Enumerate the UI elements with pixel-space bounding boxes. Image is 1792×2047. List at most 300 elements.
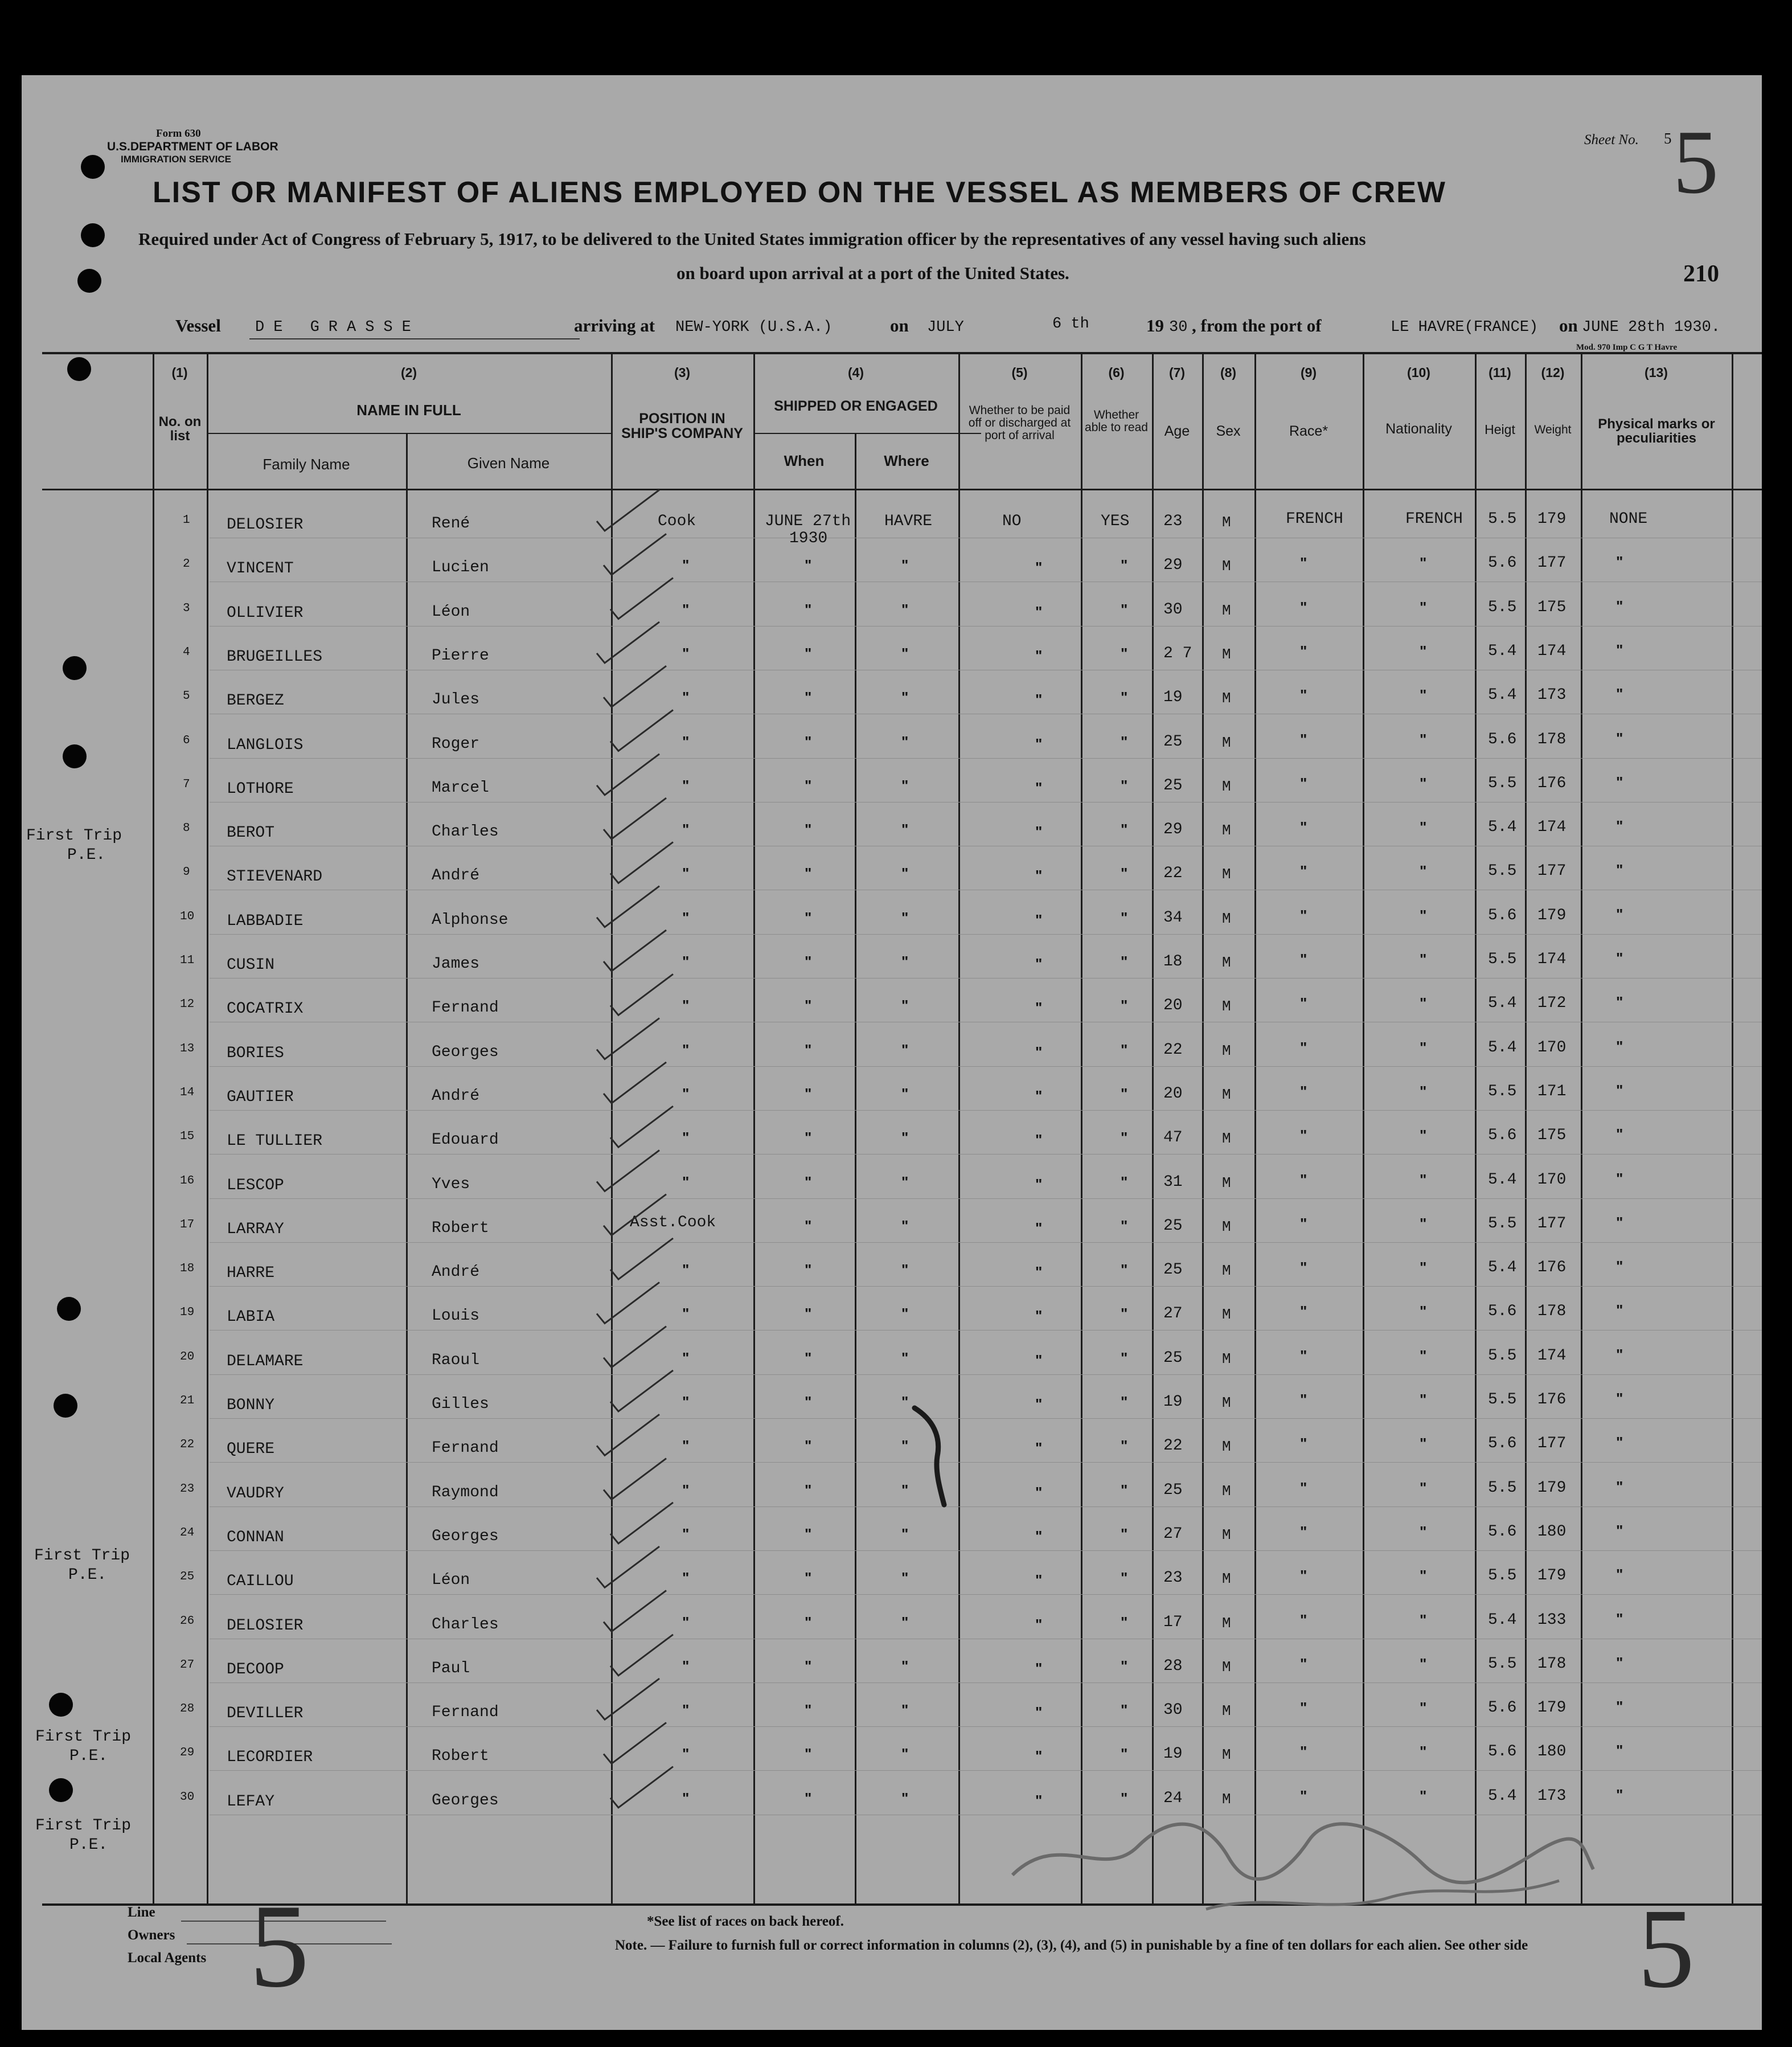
on-label: on (890, 316, 909, 335)
when-ditto: " (805, 821, 812, 838)
able-to-read: YES (1101, 513, 1130, 530)
family-name: LOTHORE (227, 780, 294, 798)
nationality-ditto: " (1420, 1522, 1427, 1540)
given-name: Alphonse (432, 911, 509, 929)
shipped-when: JUNE 27th (765, 513, 851, 530)
checkmark (610, 842, 673, 883)
marks-ditto: " (1616, 861, 1623, 879)
row-number: 23 (180, 1482, 195, 1496)
paid-off-ditto: " (1035, 1087, 1043, 1104)
row-number: 16 (180, 1174, 195, 1188)
height: 5.4 (1488, 1259, 1517, 1277)
height: 5.5 (1488, 774, 1517, 792)
given-name: André (432, 1087, 480, 1105)
shipped-when: 1930 (789, 530, 828, 547)
checkmark (597, 1282, 659, 1323)
read-ditto: " (1121, 1349, 1128, 1366)
position-ditto: " (682, 1701, 690, 1719)
age: 29 (1163, 821, 1183, 839)
weight: 178 (1537, 1303, 1567, 1321)
paid-off-ditto: " (1035, 1395, 1043, 1413)
race-ditto: " (1300, 1435, 1307, 1452)
age-header: Age (1164, 423, 1190, 439)
row-number: 5 (183, 690, 190, 703)
family-name: STIEVENARD (227, 868, 323, 886)
col8-number: (8) (1220, 365, 1237, 380)
sex: M (1222, 1350, 1231, 1368)
family-name: BRUGEILLES (227, 648, 323, 666)
race-ditto: " (1300, 686, 1307, 704)
weight: 179 (1537, 1699, 1567, 1717)
marks-ditto: " (1616, 1566, 1623, 1583)
when-ditto: " (805, 1129, 812, 1147)
sex: M (1222, 1702, 1231, 1720)
race-ditto: " (1300, 1699, 1307, 1717)
nationality-ditto: " (1420, 1038, 1427, 1056)
marks-ditto: " (1616, 1786, 1623, 1803)
sex: M (1222, 1218, 1231, 1235)
nationality-header: Nationality (1385, 421, 1452, 437)
when-ditto: " (805, 1701, 812, 1719)
family-name: LABIA (227, 1308, 275, 1327)
row-number: 10 (180, 910, 195, 923)
family-name: CONNAN (227, 1528, 284, 1546)
when-ditto: " (805, 865, 812, 882)
read-ditto: " (1121, 1305, 1128, 1323)
when-ditto: " (805, 908, 812, 926)
weight: 179 (1537, 1567, 1567, 1585)
marks-ditto: " (1616, 1301, 1623, 1319)
nationality-ditto: " (1420, 1391, 1427, 1408)
position: Cook (658, 513, 696, 530)
where-ditto: " (901, 644, 909, 662)
stamp-number-left: 5 (249, 1880, 309, 2012)
checkmark (604, 798, 666, 839)
when-ditto: " (805, 1437, 812, 1455)
nationality-ditto: " (1420, 1259, 1427, 1276)
marks-ditto: " (1616, 817, 1623, 835)
weight: 170 (1537, 1170, 1567, 1189)
given-name: Fernand (432, 999, 499, 1017)
paid-off-ditto: " (1035, 1747, 1043, 1765)
where-ditto: " (901, 908, 909, 926)
when-ditto: " (805, 953, 812, 970)
position-ditto: " (682, 1437, 690, 1455)
checkmark (597, 490, 659, 531)
height: 5.4 (1488, 1611, 1517, 1629)
sex: M (1222, 1570, 1231, 1588)
family-name: BEROT (227, 824, 275, 842)
given-name-header: Given Name (467, 455, 550, 472)
paid-off-ditto: " (1035, 1131, 1043, 1149)
col7-number: (7) (1168, 365, 1186, 380)
given-name: Georges (432, 1527, 499, 1545)
ink-mark (910, 1402, 967, 1510)
age: 31 (1163, 1173, 1183, 1191)
where-ditto: " (901, 1701, 909, 1719)
read-ditto: " (1121, 689, 1128, 706)
where-ditto: " (901, 776, 909, 794)
checkmark (610, 974, 673, 1015)
height: 5.5 (1488, 1346, 1517, 1365)
subtitle-line-2: on board upon arrival at a port of the United States. (676, 263, 1069, 283)
col4-number: (4) (847, 365, 864, 380)
col12-number: (12) (1541, 365, 1565, 380)
where-ditto: " (901, 1173, 909, 1190)
family-name: COCATRIX (227, 1000, 304, 1018)
height: 5.4 (1488, 686, 1517, 705)
checkmark (597, 754, 659, 795)
inspector-signature (990, 1795, 1616, 1932)
checkmark (604, 1459, 666, 1500)
row-number: 3 (183, 601, 190, 615)
age: 23 (1163, 513, 1183, 530)
position-ditto: " (682, 1613, 690, 1631)
position-ditto: " (682, 997, 690, 1014)
marks-ditto: " (1616, 1258, 1623, 1275)
race-ditto: " (1300, 554, 1307, 572)
nationality-ditto: " (1420, 774, 1427, 792)
checkmark (604, 1327, 666, 1368)
age: 47 (1163, 1129, 1183, 1147)
nationality-ditto: " (1420, 1303, 1427, 1320)
nationality-ditto: " (1420, 906, 1427, 924)
col1-number: (1) (171, 365, 188, 380)
read-ditto: " (1121, 1657, 1128, 1675)
read-ditto: " (1121, 556, 1128, 574)
given-name: Robert (432, 1219, 489, 1237)
where-ditto: " (901, 953, 909, 970)
marks-ditto: " (1616, 1081, 1623, 1099)
weight: 174 (1537, 818, 1567, 837)
marks-ditto: " (1616, 1345, 1623, 1363)
row-number: 6 (183, 734, 190, 747)
paid-off-ditto: " (1035, 1175, 1043, 1193)
weight: 177 (1537, 1214, 1567, 1233)
marks-ditto: " (1616, 1698, 1623, 1716)
col6-number: (6) (1108, 365, 1125, 380)
family-name: LEFAY (227, 1792, 275, 1811)
height: 5.5 (1488, 951, 1517, 968)
read-ditto: " (1121, 1173, 1128, 1190)
position-ditto: " (682, 644, 690, 662)
marks-ditto: " (1616, 729, 1623, 747)
sex: M (1222, 822, 1231, 840)
when-ditto: " (805, 776, 812, 794)
sheet-number-big: 5 (1673, 111, 1719, 212)
row-number: 20 (180, 1350, 195, 1364)
given-name: Louis (432, 1307, 480, 1325)
where-ditto: " (901, 600, 909, 618)
age: 30 (1163, 1701, 1183, 1720)
checkmark (604, 1062, 666, 1103)
age: 27 (1163, 1525, 1183, 1543)
height: 5.6 (1488, 1743, 1517, 1761)
margin-note: P.E. (69, 1836, 108, 1854)
position-ditto: " (682, 776, 690, 794)
sex: M (1222, 1438, 1231, 1456)
age: 2 7 (1163, 644, 1192, 662)
sex: M (1222, 998, 1231, 1016)
row-number: 21 (180, 1394, 195, 1407)
height: 5.4 (1488, 994, 1517, 1013)
checkmark (604, 1722, 666, 1763)
paid-off-ditto: " (1035, 1704, 1043, 1721)
nationality-ditto: " (1420, 1435, 1427, 1452)
age: 25 (1163, 1349, 1183, 1367)
given-name: Raoul (432, 1351, 480, 1369)
race-ditto: " (1300, 1391, 1307, 1408)
family-name: LE TULLIER (227, 1132, 323, 1151)
race-ditto: " (1300, 1346, 1307, 1364)
sex: M (1222, 1526, 1231, 1544)
race-ditto: " (1300, 774, 1307, 792)
age: 17 (1163, 1613, 1183, 1631)
department: U.S.DEPARTMENT OF LABOR (107, 140, 278, 153)
position-ditto: " (682, 689, 690, 706)
given-name: James (432, 955, 480, 973)
row-number: 22 (180, 1438, 195, 1452)
height: 5.6 (1488, 730, 1517, 748)
given-name: Edouard (432, 1131, 499, 1149)
vessel-label: Vessel (175, 316, 221, 335)
when-ditto: " (805, 1084, 812, 1102)
when-ditto: " (805, 644, 812, 662)
row-number: 28 (180, 1702, 195, 1716)
weight: 176 (1537, 1259, 1567, 1277)
when-ditto: " (805, 1173, 812, 1190)
checkmark (597, 1414, 659, 1455)
marks-ditto: " (1616, 773, 1623, 791)
race-ditto: " (1300, 730, 1307, 748)
sex: M (1222, 1306, 1231, 1324)
race-ditto: " (1300, 1743, 1307, 1761)
when-ditto: " (805, 689, 812, 706)
sex: M (1222, 1790, 1231, 1808)
race-header: Race* (1289, 423, 1328, 439)
where-ditto: " (901, 1261, 909, 1279)
when-ditto: " (805, 1657, 812, 1675)
nationality-ditto: " (1420, 862, 1427, 880)
marks-ditto: " (1616, 1610, 1623, 1627)
race-ditto: " (1300, 994, 1307, 1012)
where-ditto: " (901, 1305, 909, 1323)
marks-ditto: " (1616, 1125, 1623, 1143)
marks-ditto: " (1616, 1653, 1623, 1671)
position-ditto: " (682, 1129, 690, 1147)
weight: 174 (1537, 951, 1567, 968)
given-name: Marcel (432, 779, 489, 797)
age: 19 (1163, 689, 1183, 707)
nationality-ditto: " (1420, 1611, 1427, 1628)
race-ditto: " (1300, 1170, 1307, 1188)
given-name: André (432, 867, 480, 885)
checkmark (610, 1767, 673, 1808)
paid-off-ditto: " (1035, 867, 1043, 885)
weight: 177 (1537, 554, 1567, 572)
when-ditto: " (805, 1349, 812, 1366)
paid-off-ditto: " (1035, 1527, 1043, 1545)
paid-off-ditto: " (1035, 1659, 1043, 1677)
paid-off-ditto: " (1035, 646, 1043, 664)
age: 23 (1163, 1569, 1183, 1587)
service: IMMIGRATION SERVICE (121, 154, 231, 165)
race-ditto: " (1300, 1611, 1307, 1628)
when-ditto: " (805, 1305, 812, 1323)
row-number: 26 (180, 1614, 195, 1628)
marks-ditto: " (1616, 1477, 1623, 1495)
sex: M (1222, 1614, 1231, 1632)
row-number: 14 (180, 1086, 195, 1099)
col10-number: (10) (1407, 365, 1430, 380)
when-ditto: " (805, 732, 812, 750)
read-ditto: " (1121, 1437, 1128, 1455)
paid-off-ditto: " (1035, 1615, 1043, 1633)
paid-off-ditto: " (1035, 1219, 1043, 1237)
race-ditto: " (1300, 1259, 1307, 1276)
read-ditto: " (1121, 1569, 1128, 1587)
when-ditto: " (805, 1481, 812, 1499)
weight: 172 (1537, 994, 1567, 1013)
position-ditto: " (682, 1525, 690, 1542)
where-ditto: " (901, 1789, 909, 1807)
read-ditto: " (1121, 1613, 1128, 1631)
height: 5.6 (1488, 906, 1517, 924)
margin-note: First Trip (35, 1728, 132, 1746)
height: 5.5 (1488, 1082, 1517, 1100)
sex: M (1222, 1174, 1231, 1192)
row-number: 9 (183, 866, 190, 879)
col13-header: Physical marks or peculiarities (1598, 416, 1715, 447)
read-ditto: " (1121, 776, 1128, 794)
age: 22 (1163, 865, 1183, 883)
family-name: DELAMARE (227, 1352, 304, 1370)
when-ditto: " (805, 1613, 812, 1631)
read-ditto: " (1121, 1701, 1128, 1719)
footer-line-label: Line (128, 1905, 155, 1920)
paid-off-ditto: " (1035, 603, 1043, 620)
family-name: HARRE (227, 1264, 275, 1283)
col2-number: (2) (400, 365, 417, 380)
row-number: 25 (180, 1570, 195, 1584)
family-name: GAUTIER (227, 1088, 294, 1106)
family-name: LECORDIER (227, 1749, 313, 1767)
where-ditto: " (901, 1745, 909, 1763)
race-ditto: " (1300, 1038, 1307, 1056)
given-name: Fernand (432, 1439, 499, 1458)
when-ditto: " (805, 1569, 812, 1587)
paid-off-ditto: " (1035, 1351, 1043, 1369)
when-ditto: " (805, 600, 812, 618)
race-ditto: " (1300, 1522, 1307, 1540)
given-name: Gilles (432, 1395, 489, 1413)
sex: M (1222, 734, 1231, 751)
read-ditto: " (1121, 1745, 1128, 1763)
read-ditto: " (1121, 1217, 1128, 1234)
col1-header: No. on list (158, 414, 202, 444)
weight: 176 (1537, 1391, 1567, 1409)
position-ditto: " (682, 732, 690, 750)
when-ditto: " (805, 1745, 812, 1763)
family-name: LESCOP (227, 1176, 284, 1194)
race-ditto: " (1300, 1567, 1307, 1585)
nationality-ditto: " (1420, 1479, 1427, 1496)
nationality-ditto: " (1420, 1214, 1427, 1232)
position-ditto: " (682, 1173, 690, 1190)
nationality: FRENCH (1405, 510, 1463, 528)
position-ditto: " (682, 1305, 690, 1323)
position-ditto: " (682, 1393, 690, 1410)
family-name: BERGEZ (227, 692, 284, 710)
row-number: 27 (180, 1658, 195, 1672)
weight: 173 (1537, 1787, 1567, 1805)
height: 5.5 (1488, 1567, 1517, 1585)
family-name: BORIES (227, 1044, 284, 1062)
sex: M (1222, 558, 1231, 575)
when-ditto: " (805, 1217, 812, 1234)
read-ditto: " (1121, 1041, 1128, 1058)
sex: M (1222, 514, 1231, 531)
read-ditto: " (1121, 821, 1128, 838)
age: 22 (1163, 1437, 1183, 1455)
when-ditto: " (805, 1789, 812, 1807)
age: 27 (1163, 1305, 1183, 1323)
weight: 175 (1537, 598, 1567, 616)
given-name: Georges (432, 1043, 499, 1061)
weight: 178 (1537, 730, 1567, 748)
where-ditto: " (901, 1041, 909, 1058)
nationality-ditto: " (1420, 1127, 1427, 1144)
weight: 177 (1537, 1435, 1567, 1453)
departure-date: JUNE 28th 1930. (1582, 319, 1721, 336)
manifest-title: LIST OR MANIFEST OF ALIENS EMPLOYED ON THE VESSEL AS MEMBERS OF CREW (153, 176, 1446, 209)
nationality-ditto: " (1420, 1787, 1427, 1804)
height: 5.6 (1488, 1127, 1517, 1145)
age: 29 (1163, 556, 1183, 575)
age: 25 (1163, 732, 1183, 751)
year-prefix: 19 (1146, 316, 1164, 335)
sex: M (1222, 866, 1231, 883)
row-number: 1 (183, 514, 190, 527)
read-ditto: " (1121, 1525, 1128, 1542)
paid-off-ditto: " (1035, 1791, 1043, 1809)
position-ditto: " (682, 1745, 690, 1763)
race-ditto: " (1300, 951, 1307, 968)
given-name: Roger (432, 735, 480, 753)
race-ditto: " (1300, 1655, 1307, 1672)
weight-header: Weight (1534, 423, 1572, 436)
given-name: Léon (432, 1571, 470, 1590)
position-ditto: " (682, 556, 690, 574)
paid-off-ditto: " (1035, 1439, 1043, 1457)
where-ditto: " (901, 1437, 909, 1455)
race: FRENCH (1286, 510, 1343, 528)
family-name: DECOOP (227, 1660, 284, 1678)
age: 30 (1163, 600, 1183, 619)
races-note: *See list of races on back hereof. (647, 1914, 844, 1929)
when-header: When (784, 452, 825, 469)
row-number: 19 (180, 1306, 195, 1320)
race-ditto: " (1300, 1479, 1307, 1496)
margin-note: First Trip (26, 827, 122, 845)
when-ditto: " (805, 1261, 812, 1279)
checkmark (610, 578, 673, 619)
height: 5.5 (1488, 1479, 1517, 1497)
checkmark (604, 1591, 666, 1632)
row-number: 17 (180, 1218, 195, 1231)
height: 5.6 (1488, 1699, 1517, 1717)
where-ditto: " (901, 1217, 909, 1234)
